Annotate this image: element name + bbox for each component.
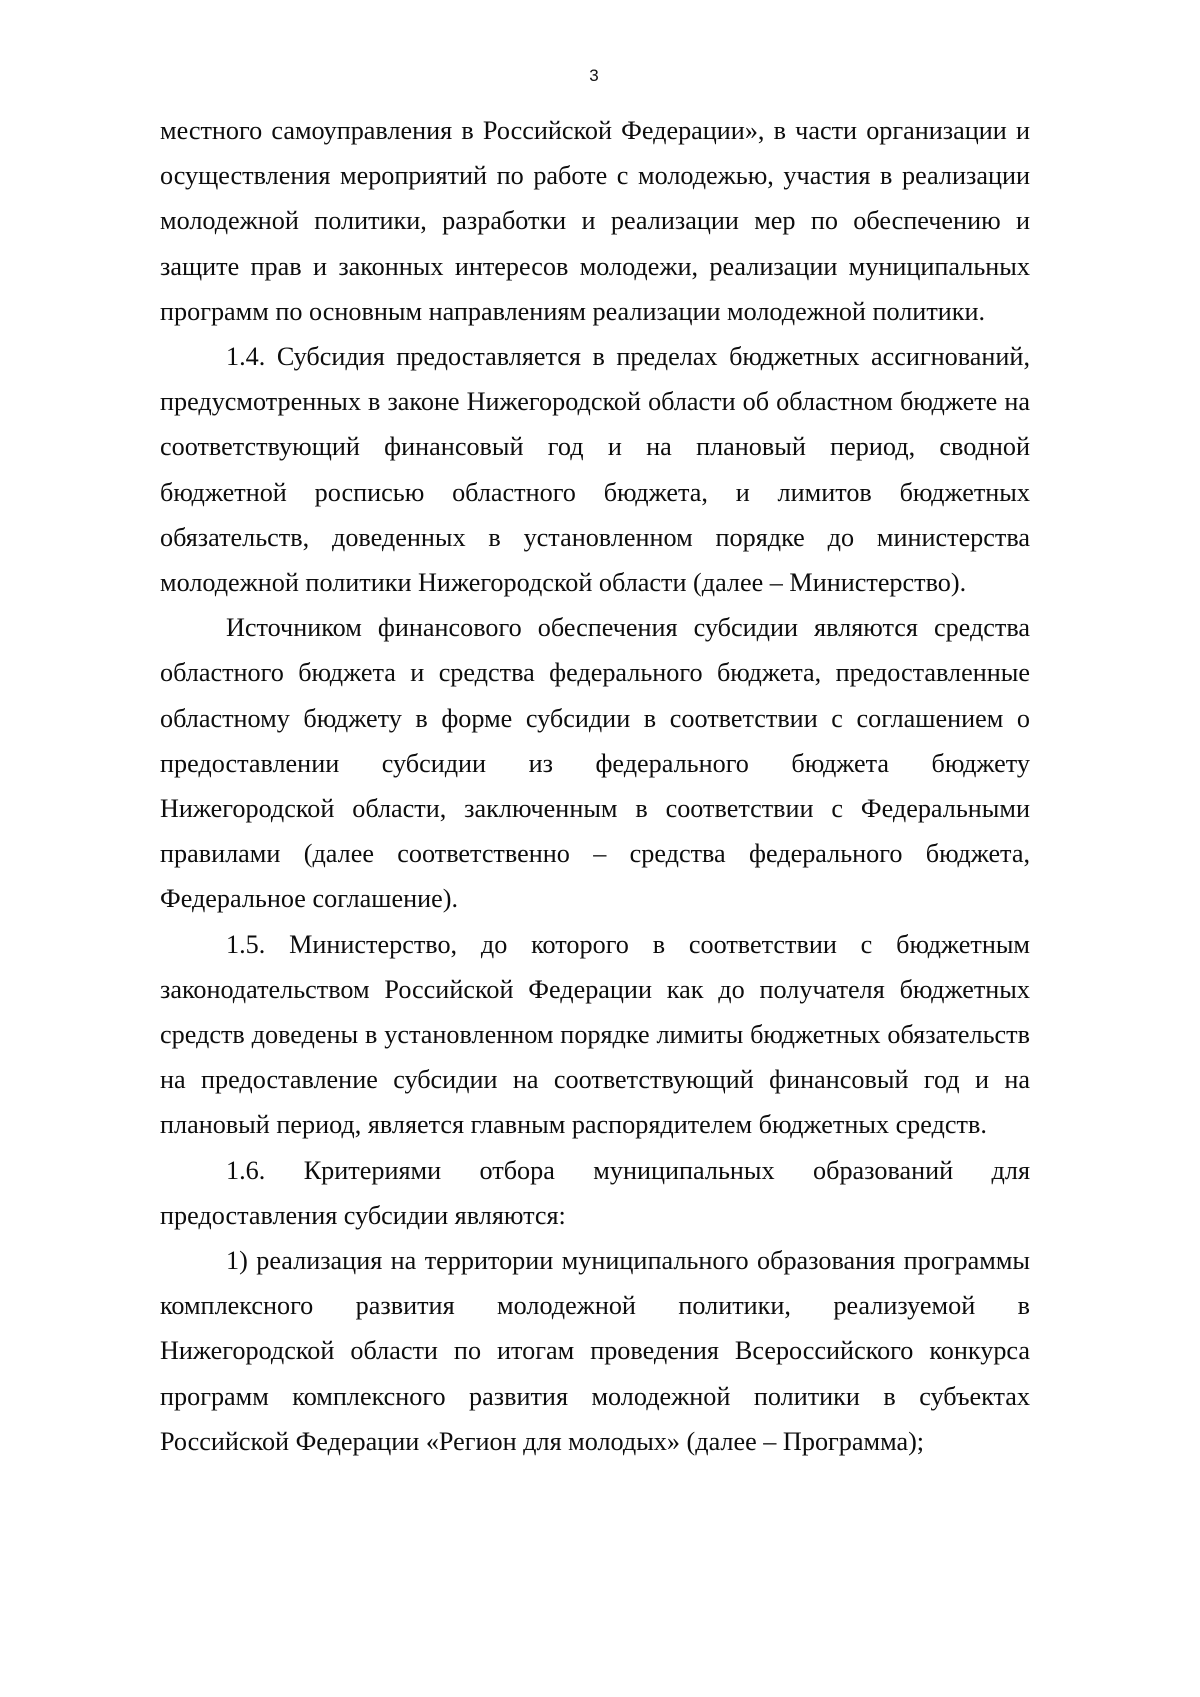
- paragraph-1-5-ministry: 1.5. Министерство, до которого в соответствии с бюджетным законодательством Российской Федерации как до получателя бюджетных средств доведены в установленном порядке лимиты бюджетных обязательств на предоставление субсидии на соответствующий финансовый год и на плановый период, является главным распорядителем бюджетных средств.: [160, 929, 1030, 1140]
- paragraph-1-6-selection-criteria: 1.6. Критериями отбора муниципальных образований для предоставления субсидии являются:: [160, 1155, 1030, 1230]
- page-number: 3: [589, 66, 599, 85]
- paragraph-1-6-criterion-1: 1) реализация на территории муниципального образования программы комплексного развития молодежной политики, реализуемой в Нижегородской области по итогам проведения Всероссийского конкурса программ комплексного развития молодежной политики в субъектах Российской Федерации «Регион для молодых» (далее – Программа);: [160, 1246, 1030, 1456]
- document-body: [160, 108, 1030, 1464]
- paragraph-continuation: местного самоуправления в Российской Федерации», в части организации и осуществления мероприятий по работе с молодежью, участия в реализации молодежной политики, разработки и реализации мер по обеспечению и защите прав и законных интересов молодежи, реализации муниципальных программ по основным направлениям реализации молодежной политики.: [160, 116, 1030, 326]
- paragraph-funding-source: Источником финансового обеспечения субсидии являются средства областного бюджета и средства федерального бюджета, предоставленные областному бюджету в форме субсидии в соответствии с соглашением о предоставлении субсидии из федерального бюджета бюджету Нижегородской области, заключенным в соответствии с Федеральными правилами (далее соответственно – средства федерального бюджета, Федеральное соглашение).: [160, 613, 1030, 914]
- paragraph-1-4-subsidy-limits: 1.4. Субсидия предоставляется в пределах бюджетных ассигнований, предусмотренных в законе Нижегородской области об областном бюджете на соответствующий финансовый год и на плановый период, сводной бюджетной росписью областного бюджета, и лимитов бюджетных обязательств, доведенных в установленном порядке до министерства молодежной политики Нижегородской области (далее – Министерство).: [160, 342, 1030, 598]
